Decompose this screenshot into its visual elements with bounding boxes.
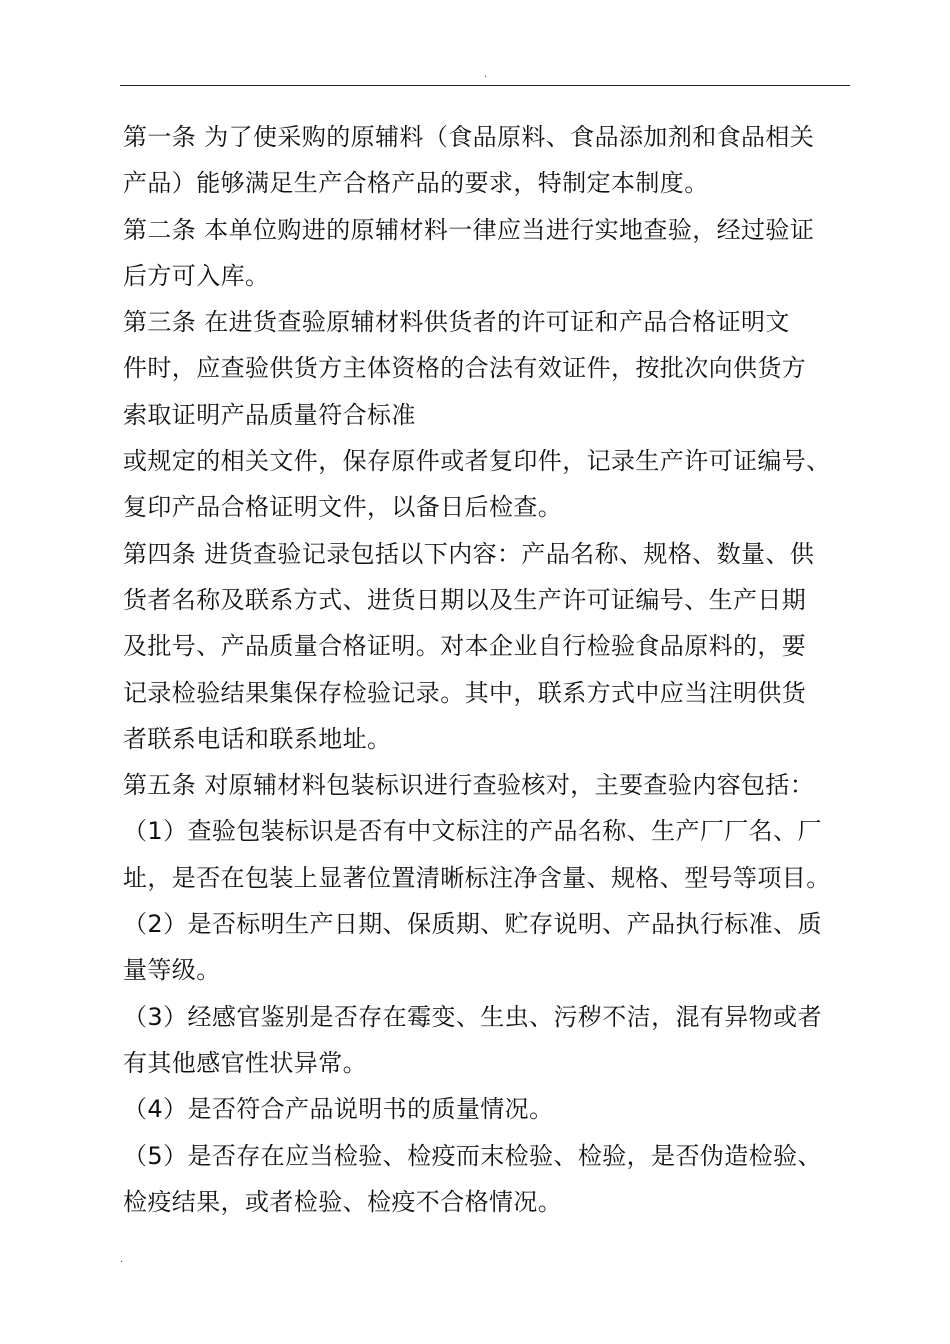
text-line: 址，是否在包装上显著位置清晰标注净含量、规格、型号等项目。 bbox=[123, 863, 831, 892]
text-line: 第四条 进货查验记录包括以下内容：产品名称、规格、数量、供 bbox=[123, 539, 815, 568]
text-line: 件时，应查验供货方主体资格的合法有效证件，按批次向供货方 bbox=[123, 354, 807, 383]
text-line: 量等级。 bbox=[123, 956, 221, 985]
text-line: 有其他感官性状异常。 bbox=[123, 1048, 367, 1077]
header-mark: . bbox=[484, 69, 488, 80]
text-line: 第五条 对原辅材料包装标识进行查验核对，主要查验内容包括： bbox=[123, 771, 815, 800]
text-line: 检疫结果，或者检验、检疫不合格情况。 bbox=[123, 1187, 563, 1216]
text-line: 索取证明产品质量符合标准 bbox=[123, 400, 416, 429]
text-line: 复印产品合格证明文件，以备日后检查。 bbox=[123, 493, 563, 522]
text-line: （2）是否标明生产日期、保质期、贮存说明、产品执行标准、质 bbox=[123, 910, 822, 939]
text-line: （1）查验包装标识是否有中文标注的产品名称、生产厂厂名、厂 bbox=[123, 817, 822, 846]
text-line: 第二条 本单位购进的原辅材料一律应当进行实地查验，经过验证 bbox=[123, 215, 815, 244]
text-line: 第三条 在进货查验原辅材料供货者的许可证和产品合格证明文 bbox=[123, 308, 790, 337]
text-line: （3）经感官鉴别是否存在霉变、生虫、污秽不洁，混有异物或者 bbox=[123, 1002, 822, 1031]
text-line: （4）是否符合产品说明书的质量情况。 bbox=[123, 1095, 554, 1124]
text-line: 者联系电话和联系地址。 bbox=[123, 724, 392, 753]
text-line: 后方可入库。 bbox=[123, 261, 270, 290]
text-line: 货者名称及联系方式、进货日期以及生产许可证编号、生产日期 bbox=[123, 585, 807, 614]
text-line: 及批号、产品质量合格证明。对本企业自行检验食品原料的，要 bbox=[123, 632, 807, 661]
text-line: （5）是否存在应当检验、检疫而末检验、检验，是否伪造检验、 bbox=[123, 1141, 822, 1170]
document-body bbox=[123, 114, 853, 1225]
text-line: 或规定的相关文件，保存原件或者复印件，记录生产许可证编号、 bbox=[123, 447, 831, 476]
text-line: 记录检验结果集保存检验记录。其中，联系方式中应当注明供货 bbox=[123, 678, 807, 707]
text-line: 产品）能够满足生产合格产品的要求，特制定本制度。 bbox=[123, 169, 709, 198]
header-rule bbox=[120, 85, 850, 86]
footer-mark: . bbox=[120, 1254, 124, 1265]
text-line: 第一条 为了使采购的原辅料（食品原料、食品添加剂和食品相关 bbox=[123, 123, 815, 151]
